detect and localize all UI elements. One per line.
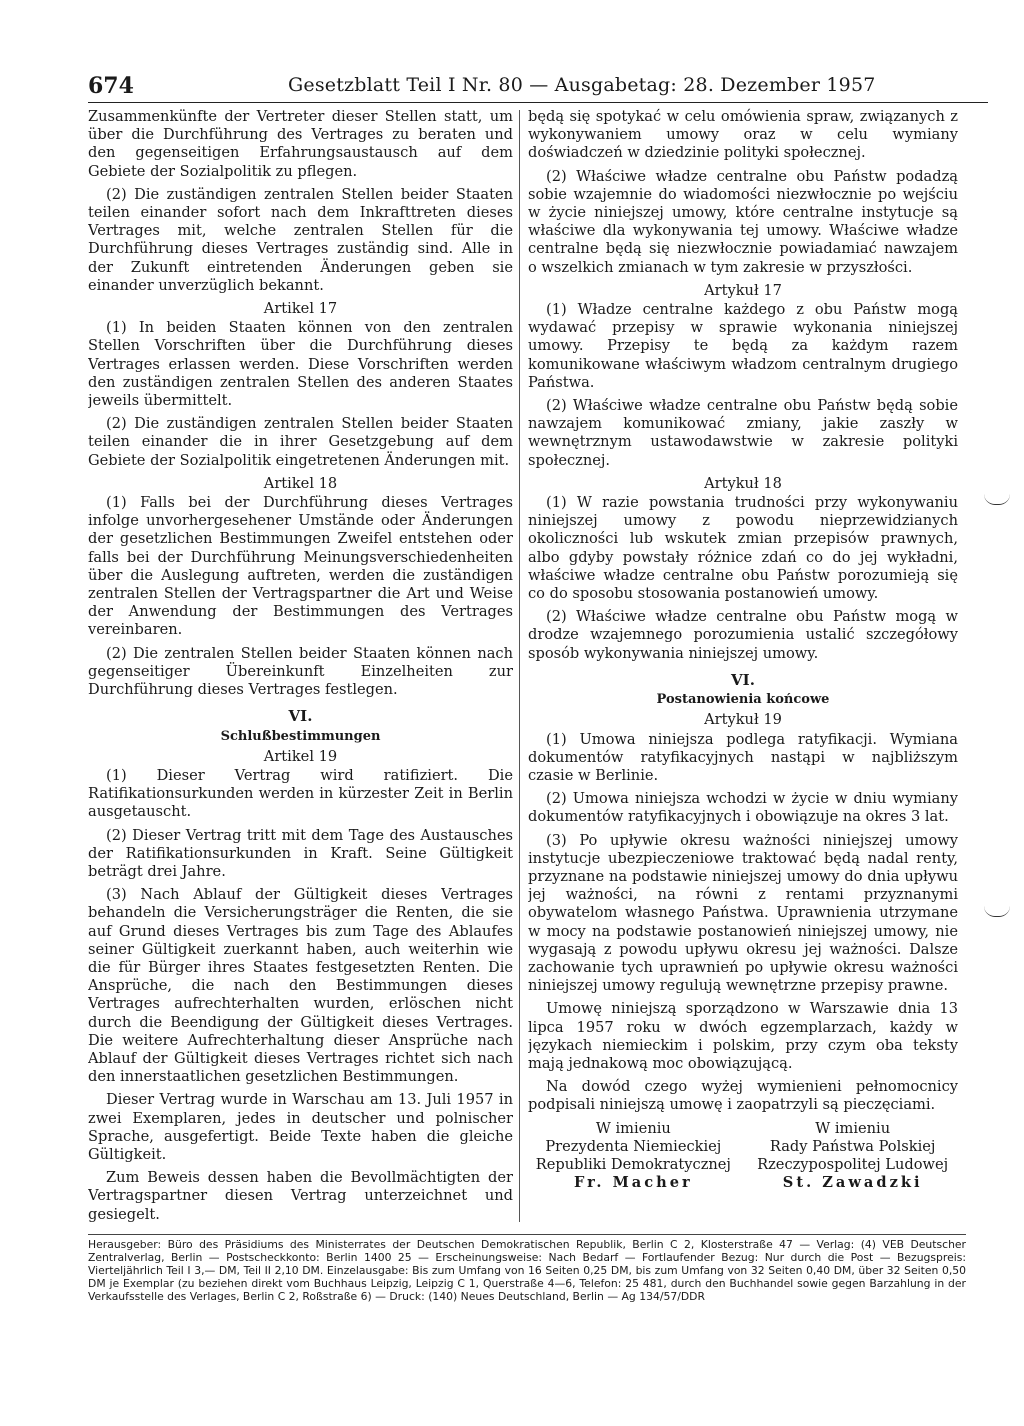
paragraph: będą się spotykać w celu omówienia spraw, związanych z wykonywaniem umowy oraz w celu wymiany doświadczeń w dziedzinie polityki społecznej. <box>528 108 958 162</box>
column-divider <box>519 110 520 1222</box>
polish-column <box>528 108 958 1230</box>
signature-row <box>528 1120 958 1192</box>
paragraph: (2) Die zuständigen zentralen Stellen beider Staaten teilen einander die in ihrer Gesetzgebung auf dem Gebiete der Sozialpolitik eingetretenen Änderungen mit. <box>88 415 513 469</box>
section-number: VI. <box>731 670 755 689</box>
signature-line: Rady Państwa Polskiej <box>769 1137 936 1155</box>
header-title: Gesetzblatt Teil I Nr. 80 — Ausgabetag: 28. Dezember 1957 <box>288 74 876 96</box>
paragraph: Na dowód czego wyżej wymienieni pełnomocnicy podpisali niniejszą umowę i zaopatrzyli są pieczęciami. <box>528 1078 958 1114</box>
signature-line <box>305 1229 513 1230</box>
signature-row <box>88 1229 513 1230</box>
paragraph: (1) Falls bei der Durchführung dieses Vertrages infolge unvorhergesehener Umstände oder Änderungen der gesetzlichen Bestimmungen Zweifel entstehen oder falls bei der Durchführung Meinungsverschiedenheiten über die Auslegung auftreten, werden die zuständigen zentralen Stellen der Vertragspartner die Art und Weise der Anwendung der Bestimmungen des Vertrages vereinbaren. <box>88 494 513 639</box>
signature-line: Rzeczypospolitej Ludowej <box>757 1155 949 1173</box>
section-title: Postanowienia końcowe <box>656 692 830 708</box>
paragraph: (1) Umowa niniejsza podlega ratyfikacji. Wymiana dokumentów ratyfikacyjnych nastąpi w najbliższym czasie w Berlinie. <box>528 730 958 784</box>
signature-block <box>305 1229 513 1230</box>
page-header <box>88 70 988 103</box>
signature-line <box>88 1229 296 1230</box>
article-heading: Artikel 17 <box>263 300 338 318</box>
paragraph: (2) Umowa niniejsza wchodzi w życie w dniu wymiany dokumentów ratyfikacyjnych i obowiązuje na okres 3 lat. <box>528 790 958 826</box>
signatory-name: St. Zawadzki <box>782 1173 923 1191</box>
article-heading: Artikel 18 <box>263 474 338 492</box>
section-title: Schlußbestimmungen <box>220 728 381 744</box>
page-number: 674 <box>88 73 134 99</box>
signatory-name: Fr. Macher <box>573 1173 693 1191</box>
german-column <box>88 108 513 1230</box>
paragraph: Zum Beweis dessen haben die Bevollmächtigten der Vertragspartner diesen Vertrag unterzeichnet und gesiegelt. <box>88 1169 513 1223</box>
section-number: VI. <box>288 707 313 726</box>
paragraph: Dieser Vertrag wurde in Warschau am 13. Juli 1957 in zwei Exemplaren, jedes in deutscher und polnischer Sprache, ausgefertigt. Beide Texte haben die gleiche Gültigkeit. <box>88 1091 513 1163</box>
paragraph: (2) Właściwe władze centralne obu Państw będą sobie nawzajem komunikować zmiany, jakie zaszły w wewnętrznym ustawodawstwie w zakresie polityki społecznej. <box>528 397 958 469</box>
paragraph: (1) In beiden Staaten können von den zentralen Stellen Vorschriften über die Durchführung dieses Vertrages erlassen werden. Diese Vorschriften werden den zuständigen zentralen Stellen des anderen Staates jeweils übermittelt. <box>88 319 513 410</box>
paragraph: (2) Właściwe władze centralne obu Państw podadzą sobie wzajemnie do wiadomości niezwłocznie po wejściu w życie niniejszej umowy, które centralne instytucje są właściwe dla wykonywania tej umowy. Właściwe władze centralne będą się niezwłocznie powiadamiać nawzajem o wszelkich zmianach w tym zakresie w przyszłości. <box>528 167 958 276</box>
margin-mark-icon <box>984 906 1010 917</box>
signature-block <box>747 1120 958 1192</box>
signature-line: Republiki Demokratycznej <box>535 1155 731 1173</box>
signature-line: W imieniu <box>595 1119 671 1137</box>
paragraph: (1) Władze centralne każdego z obu Państw mogą wydawać przepisy w sprawie wykonania niniejszej umowy. Przepisy te będą za każdym razem komunikowane właściwym władzom centralnym drugiego Państwa. <box>528 301 958 391</box>
paragraph: (2) Właściwe władze centralne obu Państw mogą w drodze wzajemnego porozumienia ustalić szczegółowy sposób wykonywania niniejszej umowy. <box>528 608 958 662</box>
article-heading: Artykuł 17 <box>704 281 782 299</box>
paragraph: (1) Dieser Vertrag wird ratifiziert. Die Ratifikationsurkunden werden in kürzester Zeit in Berlin ausgetauscht. <box>88 766 513 821</box>
signature-line: Prezydenta Niemieckiej <box>545 1137 722 1155</box>
signature-block <box>528 1120 739 1192</box>
paragraph: (2) Dieser Vertrag tritt mit dem Tage des Austausches der Ratifikationsurkunden in Kraft. Seine Gültigkeit beträgt drei Jahre. <box>88 826 513 880</box>
article-heading: Artykuł 19 <box>704 711 782 729</box>
signature-line: W imieniu <box>815 1119 891 1137</box>
paragraph: Zusammenkünfte der Vertreter dieser Stellen statt, um über die Durchführung des Vertrages zu beraten und den gegenseitigen Erfahrungsaustausch auf dem Gebiete der Sozialpolitik zu pflegen. <box>88 108 513 180</box>
paragraph: (3) Po upływie okresu ważności niniejszej umowy instytucje ubezpieczeniowe traktować będą nadal renty, przyznane na podstawie niniejszej umowy do dnia upływu jej ważności, na równi z rentami przyznanymi obywatelom własnego Państwa. Uprawnienia utrzymane w mocy na podstawie postanowień niniejszej umowy, nie wygasają z powodu upływu okresu jej ważności. Dalsze zachowanie tych uprawnień po upływie okresu ważności niniejszej umowy regulują wewnętrzne przepisy prawne. <box>528 831 958 995</box>
publisher-footer: Herausgeber: Büro des Präsidiums des Ministerrates der Deutschen Demokratischen Republik, Berlin C 2, Klosterstraße 47 — Verlag: (4) VEB Deutscher Zentralverlag, Berlin — Postscheckkonto: Berlin 1400 25 — Erscheinungsweise: Nach Bedarf — Fortlaufender Bezug: Nur durch die Post — Bezugspreis: Vierteljährlich Teil I 3,— DM, Teil II 2,10 DM. Einzelausgabe: Bis zum Umfang von 16 Seiten 0,25 DM, bis zum Umfang von 32 Seiten 0,40 DM, über 32 Seiten 0,50 DM je Exemplar (zu beziehen direkt vom Buchhaus Leipzig, Leipzig C 1, Querstraße 4—6, Telefon: 25 481, durch den Buchhandel sowie gegen Barzahlung in der Verkaufsstelle des Verlages, Berlin C 2, Roßstraße 6) — Druck: (140) Neues Deutschland, Berlin — Ag 134/57/DDR <box>88 1234 966 1303</box>
paragraph: (1) W razie powstania trudności przy wykonywaniu niniejszej umowy z powodu nieprzewidzianych okoliczności lub wskutek zmian przepisów prawnych, albo gdyby powstały różnice zdań co do jej wykładni, właściwe władze centralne obu Państw porozumieją się co do sposobu stosowania postanowień umowy. <box>528 494 958 603</box>
paragraph: (2) Die zentralen Stellen beider Staaten können nach gegenseitiger Übereinkunft Einzelheiten zur Durchführung dieses Vertrages festlegen. <box>88 644 513 699</box>
paragraph: Umowę niniejszą sporządzono w Warszawie dnia 13 lipca 1957 roku w dwóch egzemplarzach, każdy w językach niemieckim i polskim, przy czym oba teksty mają jednakową moc obowiązującą. <box>528 1000 958 1072</box>
article-heading: Artykuł 18 <box>704 474 782 492</box>
paragraph: (3) Nach Ablauf der Gültigkeit dieses Vertrages behandeln die Versicherungsträger die Renten, die sie auf Grund dieses Vertrages bis zum Tage des Ablaufes seiner Gültigkeit zuerkannt haben, auch weiterhin wie die für Bürger ihres Staates festgesetzten Renten. Die Ansprüche, die nach den Bestimmungen dieses Vertrages aufrechterhalten wurden, erlöschen nicht durch die Beendigung der Gültigkeit dieses Vertrages. Die weitere Aufrechterhaltung dieser Ansprüche nach Ablauf der Gültigkeit dieses Vertrages richtet sich nach den innerstaatlichen gesetzlichen Bestimmungen. <box>88 886 513 1086</box>
paragraph: (2) Die zuständigen zentralen Stellen beider Staaten teilen einander sofort nach dem Inkrafttreten dieses Vertrages mit, welche zentralen Stellen für die Durchführung dieses Vertrages zuständig sind. Alle in der Zukunft eintretenden Änderungen geben sie einander unverzüglich bekannt. <box>88 185 513 294</box>
article-heading: Artikel 19 <box>263 747 338 765</box>
signature-block <box>88 1229 296 1230</box>
margin-mark-icon <box>984 494 1010 505</box>
